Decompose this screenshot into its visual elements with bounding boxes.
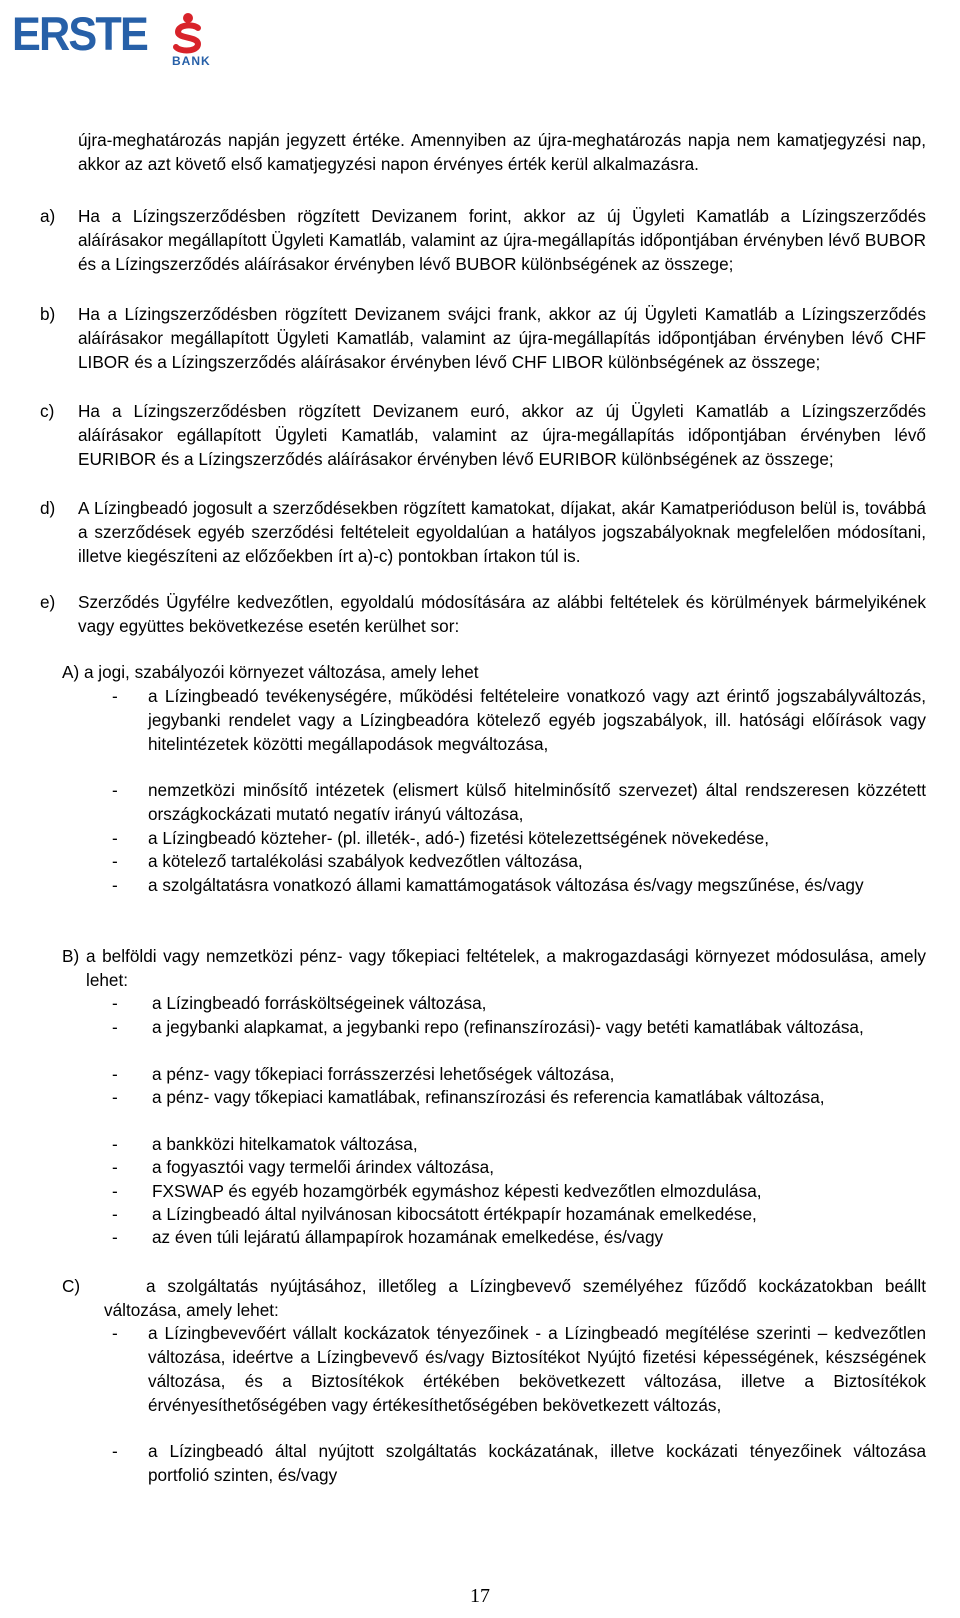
section-a-heading: A) a jogi, szabályozói környezet változása, amely lehet (62, 662, 479, 682)
item-marker: d) (40, 498, 56, 518)
bullet-dash: - (112, 1087, 118, 1107)
section-b-heading-text: a belföldi vagy nemzetközi pénz- vagy tőkepiaci feltételek, a makrogazdasági környezet módosulása, amely lehet: (86, 946, 926, 990)
bullet-dash: - (112, 1323, 118, 1343)
section-b-bullet: a fogyasztói vagy termelői árindex változása, (152, 1157, 495, 1177)
bullet-dash: - (112, 1227, 118, 1247)
bullet-dash: - (112, 993, 118, 1013)
bullet-dash: - (112, 1017, 118, 1037)
section-a-bullet: a Lízingbeadó közteher- (pl. illeték-, adó-) fizetési kötelezettségének növekedése, (148, 828, 770, 848)
section-b-bullet: FXSWAP és egyéb hozamgörbék egymáshoz képesti kedvezőtlen elmozdulása, (152, 1181, 762, 1201)
bullet-dash: - (112, 1134, 118, 1154)
item-marker: b) (40, 304, 56, 324)
bullet-dash: - (112, 1441, 118, 1461)
section-a-bullet: a Lízingbeadó tevékenységére, működési feltételeire vonatkozó vagy azt érintő jogszabályváltozás, jegybanki rendelet vagy a Lízingbeadóra kötelező egyéb jogszabályok, ill. hatósági előírások vagy hitelintézetek közötti megállapodások megváltozása, (148, 686, 926, 754)
section-b-bullet: a Lízingbeadó által nyilvánosan kibocsátott értékpapír hozamának emelkedése, (152, 1204, 757, 1224)
item-a-text: Ha a Lízingszerződésben rögzített Devizanem forint, akkor az új Ügyleti Kamatláb a Lízingszerződés aláírásakor megállapított Ügyleti Kamatláb, valamint az újra-megállapítás időpontjában érvényben lévő BUBOR és a Lízingszerződés aláírásakor érvényben lévő BUBOR különbségének az összege; (78, 206, 926, 274)
item-marker: a) (40, 206, 56, 226)
section-c-bullet: a Lízingbevevőért vállalt kockázatok tényezőinek - a Lízingbeadó megítélése szerinti – kedvezőtlen változása, ideértve a Lízingbevevő és/vagy Biztosítékot Nyújtó fizetési képességének, készségének változása, és a Biztosítékok értékében bekövetkezett változása, illetve a Biztosítékok érvényesíthetőségében vagy értékesíthetőségében bekövetkezett változás, (148, 1323, 926, 1415)
erste-bank-logo (12, 6, 212, 70)
item-d-text: A Lízingbeadó jogosult a szerződésekben rögzített kamatokat, díjakat, akár Kamatperióduson belül is, továbbá a szerződések egyéb szerződési feltételeit egyoldalúan a hatályos jogszabályoknak megfelelően módosítani, illetve kiegészíteni az előzőekben írt a)-c) pontokban írtakon túl is. (78, 498, 926, 566)
section-b-bullet: a pénz- vagy tőkepiaci forrásszerzési lehetőségek változása, (152, 1064, 615, 1084)
bullet-dash: - (112, 875, 118, 895)
bullet-dash: - (112, 1181, 118, 1201)
item-e-text: Szerződés Ügyfélre kedvezőtlen, egyoldalú módosítására az alábbi feltételek és körülmények bármelyikének vagy együttes bekövetkezése esetén kerülhet sor: (78, 592, 926, 636)
section-b-bullet: a pénz- vagy tőkepiaci kamatlábak, refinanszírozási és referencia kamatlábak változása, (152, 1087, 825, 1107)
bullet-dash: - (112, 686, 118, 706)
bullet-dash: - (112, 828, 118, 848)
bullet-dash: - (112, 1064, 118, 1084)
logo-wordmark: ERSTE (12, 7, 147, 60)
section-b-heading (86, 944, 926, 992)
bullet-dash: - (112, 1204, 118, 1224)
section-c-marker: C) (62, 1276, 81, 1296)
item-c-text: Ha a Lízingszerződésben rögzített Devizanem euró, akkor az új Ügyleti Kamatláb a Lízingszerződés aláírásakor egállapított Ügyleti Kamatláb, valamint az újra-megállapítás időpontjában érvényben lévő EURIBOR és a Lízingszerződés aláírásakor érvényben lévő EURIBOR különbségének az összege; (78, 401, 926, 469)
section-a-bullet: a kötelező tartalékolási szabályok kedvezőtlen változása, (148, 851, 583, 871)
section-c-heading: a szolgáltatás nyújtásához, illetőleg a Lízingbevevő személyéhez fűződő kockázatokban beállt változása, amely lehet: (104, 1276, 926, 1320)
section-b-bullet: az éven túli lejáratú állampapírok hozamának emelkedése, és/vagy (152, 1227, 664, 1247)
item-b-text: Ha a Lízingszerződésben rögzített Devizanem svájci frank, akkor az új Ügyleti Kamatláb a Lízingszerződés aláírásakor megállapított Ügyleti Kamatláb, valamint az újra-megállapítás időpontjában érvényben lévő CHF LIBOR és a Lízingszerződés aláírásakor érvényben lévő CHF LIBOR különbségének az összege; (78, 304, 926, 372)
section-b-marker: B) (62, 946, 80, 966)
erste-s-mark-icon (170, 12, 206, 56)
item-marker: e) (40, 592, 56, 612)
page-number: 17 (470, 1585, 490, 1607)
section-b-bullet: a jegybanki alapkamat, a jegybanki repo (refinanszírozási)- vagy betéti kamatlábak változása, (152, 1017, 864, 1037)
bullet-dash: - (112, 780, 118, 800)
section-b-bullet: a bankközi hitelkamatok változása, (152, 1134, 418, 1154)
section-a-bullet: a szolgáltatásra vonatkozó állami kamattámogatások változása és/vagy megszűnése, és/vagy (148, 875, 864, 895)
section-b-bullet: a Lízingbeadó forrásköltségeinek változása, (152, 993, 487, 1013)
logo-bank-label: BANK (172, 54, 211, 68)
item-marker: c) (40, 401, 55, 421)
bullet-dash: - (112, 1157, 118, 1177)
section-c-bullet: a Lízingbeadó által nyújtott szolgáltatás kockázatának, illetve kockázati tényezőinek változása portfolió szinten, és/vagy (148, 1441, 926, 1485)
bullet-dash: - (112, 851, 118, 871)
intro-paragraph: újra-meghatározás napján jegyzett értéke. Amennyiben az újra-meghatározás napja nem kamatjegyzési nap, akkor az azt követő első kamatjegyzési napon érvényes érték kerül alkalmazásra. (78, 130, 926, 174)
section-a-bullet: nemzetközi minősítő intézetek (elismert külső hitelminősítő szervezet) által rendszeresen közzétett országkockázati mutató negatív irányú változása, (148, 780, 926, 824)
